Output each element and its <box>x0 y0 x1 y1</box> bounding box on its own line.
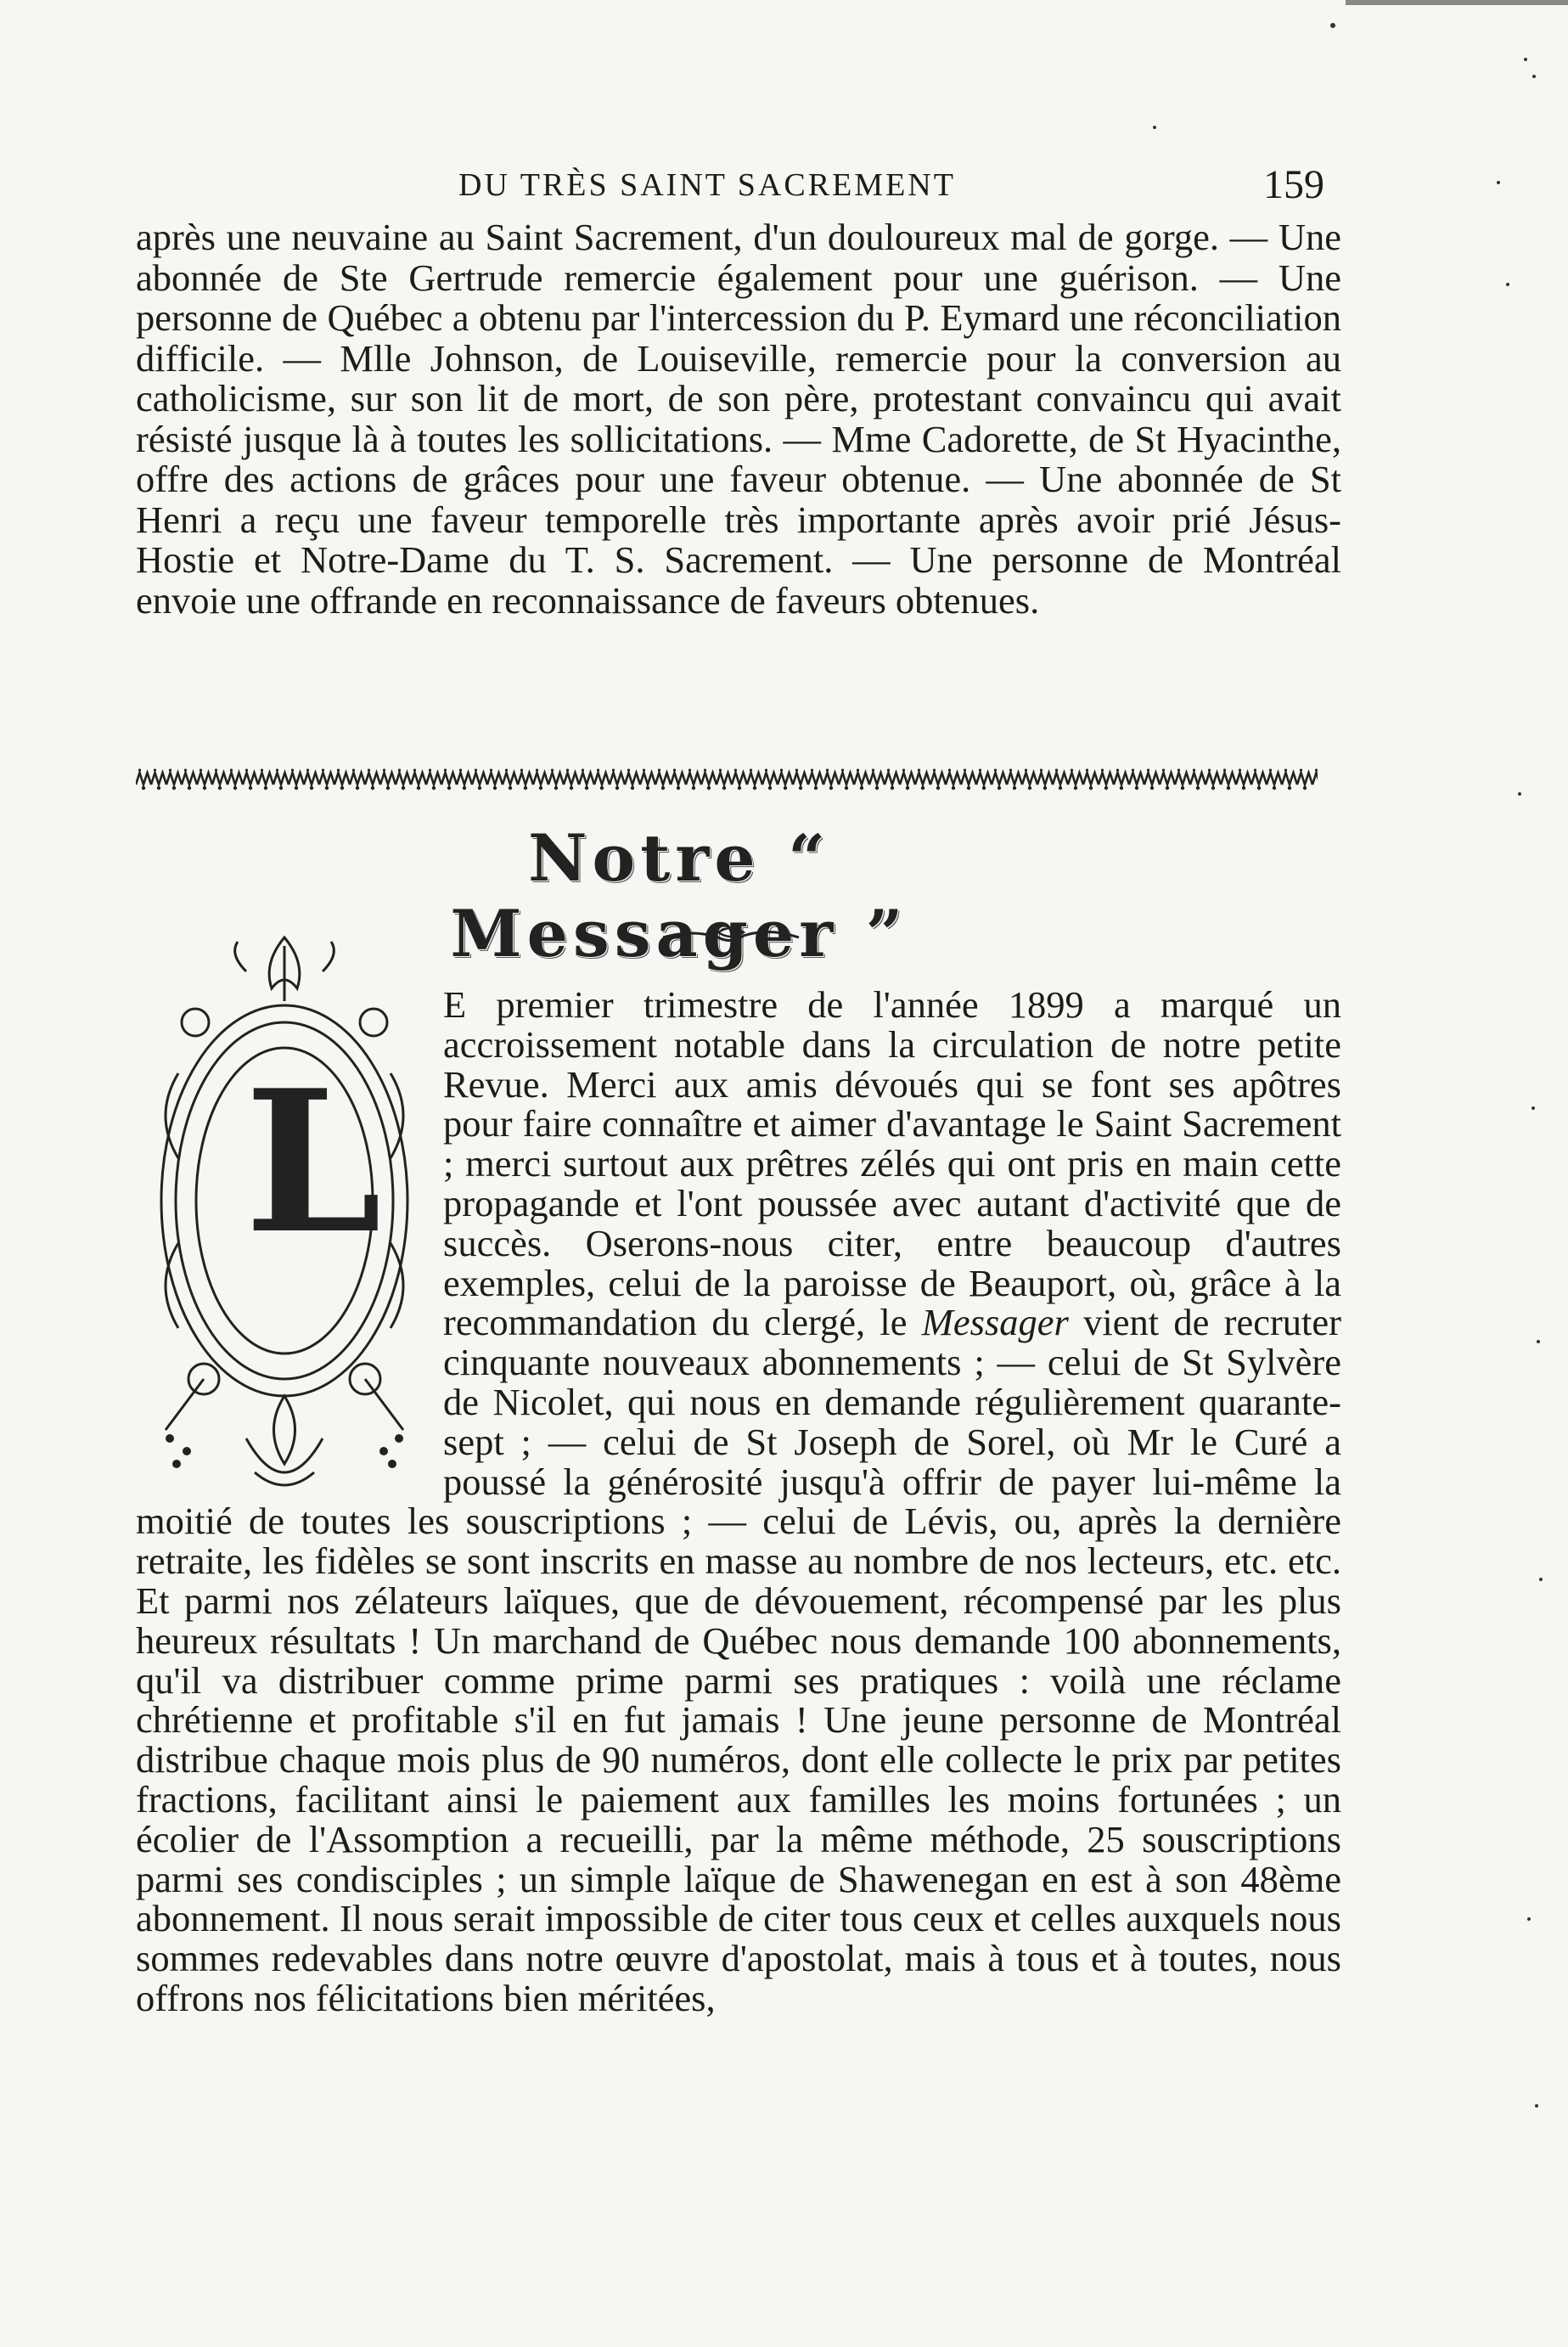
messager-italic: Messager <box>921 1301 1069 1344</box>
body-text-start: premier trimestre de l'année 1899 a marqué un accroissement notable dans la circulation de notre petite Revue. Merci aux amis dévoués qui se font ses apôtres pour faire connaître et aimer d'avantage le Saint Sacrement ; merci surtout aux prêtres zélés qui ont pris en main cette propagande et l'ont poussée avec autant d'activité que de succès. Oserons-nous citer, entre beaucoup d'autres exemples, celui de la paroisse de Beauport, où, grâce à la recommandation du clergé, le <box>443 983 1341 1344</box>
running-title: DU TRÈS SAINT SACREMENT <box>458 167 956 203</box>
section-heading: Notre “ Messager ” <box>450 820 908 971</box>
drop-cap-letter: L <box>244 1048 382 1277</box>
page-number: 159 <box>1263 162 1324 207</box>
paragraph-continued: après une neuvaine au Saint Sacrement, d'un douloureux mal de gorge. — Une abonnée de Ste Gertrude remercie également pour une guérison. — Une personne de Québec a obtenu par l'intercession du P. Eymard une réconciliation difficile. — Mlle Johnson, de Louiseville, remercie pour la conversion au catholicisme, sur son lit de mort, de son père, protestant convaincu qui avait résisté jusque là à toutes les sollicitations. — Mme Cadorette, de St Hyacinthe, offre des actions de grâces pour une faveur obtenue. — Une abonnée de St Henri a reçu une faveur temporelle très importante après avoir prié Jésus-Hostie et Notre-Dame du T. S. Sacrement. — Une personne de Montréal envoie une offrande en reconnaissance de faveurs obtenues. <box>136 216 1341 622</box>
body-text-end: vient de recruter cinquante nouveaux abonnements ; — celui de St Sylvère de Nicolet, qui nous en demande régulièrement quarante-sept ; — celui de St Joseph de Sorel, où Mr le Curé a poussé la générosité jusqu'à offrir de payer lui-même la moitié de toutes les souscriptions ; — celui de Lévis, ou, après la dernière retraite, les fidèles se sont inscrits en masse au nombre de nos lecteurs, etc. etc. Et parmi nos zélateurs laïques, que de dévouement, récompensé par les plus heureux résultats ! Un marchand de Québec nous demande 100 abonnements, qu'il va distribuer comme prime parmi ses pratiques : voilà une réclame chrétienne et profitable s'il en fut jamais ! Une jeune personne de Montréal distribue chaque mois plus de 90 numéros, dont elle collecte le prix par petites fractions, facilitant ainsi le paiement aux familles les moins fortunées ; un écolier de l'Assomption a recueilli, par la même méthode, 25 souscriptions parmi ses condisciples ; un simple laïque de Shawenegan en est à son 48ème abonnement. Il nous serait impossible de citer tous ceux et celles auxquels nous sommes redevables dans notre œuvre d'apostolat, mais à tous et à toutes, nous offrons nos félicitations bien méritées, <box>136 1301 1341 2019</box>
lead-letter: E <box>443 983 467 1026</box>
